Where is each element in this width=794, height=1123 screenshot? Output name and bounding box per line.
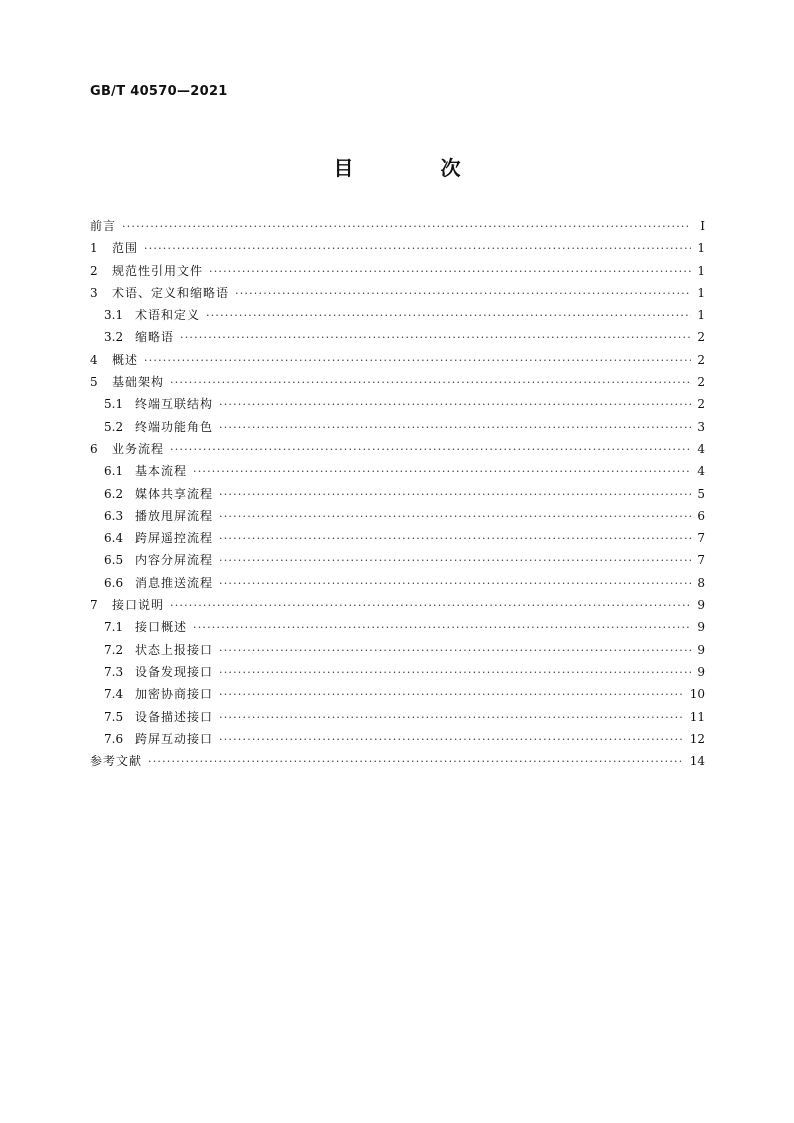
toc-entry-label: 规范性引用文件: [112, 263, 204, 278]
toc-entry-label: 媒体共享流程: [135, 486, 214, 501]
toc-entry-page: 14: [689, 754, 705, 769]
toc-entry[interactable]: [90, 684, 705, 705]
toc-entry-label: 基本流程: [135, 464, 188, 479]
toc-leader-dots: [193, 618, 691, 639]
toc-entry-page: 2: [697, 397, 705, 412]
toc-entry-page: Ⅰ: [700, 219, 705, 233]
toc-entry-page: 4: [697, 464, 705, 479]
toc-entry-number: 7.4: [104, 687, 124, 702]
toc-leader-dots: [144, 351, 691, 372]
toc-leader-dots: [219, 730, 684, 751]
toc-entry-page: 2: [697, 330, 705, 345]
toc-entry-page: 1: [697, 285, 705, 300]
toc-leader-dots: [170, 373, 691, 394]
toc-leader-dots: [206, 306, 691, 327]
toc-entry[interactable]: [90, 216, 705, 237]
toc-entry-number: 7.5: [104, 709, 124, 724]
toc-leader-dots: [193, 462, 691, 483]
toc-entry-page: 7: [697, 553, 705, 568]
toc-entry-number: 6.5: [104, 553, 124, 568]
toc-entry[interactable]: [90, 394, 705, 415]
toc-entry-number: 3.2: [104, 330, 124, 345]
toc-leader-dots: [219, 641, 691, 662]
toc-leader-dots: [219, 574, 691, 595]
toc-leader-dots: [122, 217, 691, 238]
toc-entry-label: 播放甩屏流程: [135, 508, 214, 523]
toc-entry-number: 6.1: [104, 464, 124, 479]
toc-entry-label: 消息推送流程: [135, 575, 214, 590]
toc-entry-page: 9: [697, 664, 705, 679]
toc-entry-number: 2: [90, 263, 98, 278]
toc-entry-page: 11: [689, 709, 705, 724]
toc-entry-page: 1: [697, 308, 705, 323]
toc-leader-dots: [209, 262, 691, 283]
toc-entry-number: 7.6: [104, 731, 124, 746]
toc-entry[interactable]: [90, 528, 705, 549]
toc-entry-page: 5: [697, 486, 705, 501]
toc-entry-label: 参考文献: [90, 754, 143, 769]
toc-entry-number: 6: [90, 441, 98, 456]
toc-leader-dots: [219, 685, 684, 706]
toc-entry-number: 5.1: [104, 397, 124, 412]
toc-leader-dots: [219, 418, 691, 439]
toc-entry-page: 6: [697, 508, 705, 523]
toc-entry-label: 基础架构: [112, 375, 165, 390]
toc-entry[interactable]: [90, 595, 705, 616]
toc-leader-dots: [235, 284, 691, 305]
toc-entry-label: 前言: [90, 219, 117, 233]
toc-entry-label: 终端互联结构: [135, 397, 214, 412]
page-title: 目 次: [333, 156, 501, 180]
toc-entry[interactable]: [90, 283, 705, 304]
toc-entry-number: 7.3: [104, 664, 124, 679]
toc-entry-page: 9: [697, 620, 705, 635]
toc-entry-page: 9: [697, 642, 705, 657]
toc-leader-dots: [219, 708, 684, 729]
table-of-contents: [90, 216, 705, 772]
toc-entry-number: 6.2: [104, 486, 124, 501]
toc-entry-number: 5.2: [104, 419, 124, 434]
toc-leader-dots: [219, 395, 691, 416]
toc-entry[interactable]: [90, 261, 705, 282]
toc-entry[interactable]: [90, 372, 705, 393]
toc-entry[interactable]: [90, 439, 705, 460]
toc-entry-label: 概述: [112, 352, 139, 367]
toc-leader-dots: [170, 596, 691, 617]
toc-entry-page: 7: [697, 531, 705, 546]
toc-entry-number: 5: [90, 375, 98, 390]
toc-entry[interactable]: [90, 484, 705, 505]
toc-entry-number: 4: [90, 352, 98, 367]
toc-entry-label: 术语和定义: [135, 308, 201, 323]
toc-leader-dots: [180, 328, 691, 349]
toc-entry[interactable]: [90, 350, 705, 371]
toc-entry-number: 6.4: [104, 531, 124, 546]
toc-entry-label: 范围: [112, 241, 139, 256]
toc-leader-dots: [144, 239, 691, 260]
toc-entry[interactable]: [90, 707, 705, 728]
toc-entry-page: 1: [697, 241, 705, 256]
toc-entry-label: 设备发现接口: [135, 664, 214, 679]
toc-entry-page: 9: [697, 598, 705, 613]
toc-entry[interactable]: [90, 506, 705, 527]
toc-entry-page: 1: [697, 263, 705, 278]
toc-entry[interactable]: [90, 662, 705, 683]
toc-entry-label: 业务流程: [112, 441, 165, 456]
toc-entry[interactable]: [90, 238, 705, 259]
toc-leader-dots: [219, 507, 691, 528]
toc-entry-label: 接口概述: [135, 620, 188, 635]
toc-entry-label: 终端功能角色: [135, 419, 214, 434]
toc-entry-page: 2: [697, 352, 705, 367]
toc-leader-dots: [219, 529, 691, 550]
toc-entry-page: 8: [697, 575, 705, 590]
toc-entry-page: 4: [697, 441, 705, 456]
toc-leader-dots: [148, 752, 684, 773]
toc-entry[interactable]: [90, 550, 705, 571]
toc-entry-number: 6.3: [104, 508, 124, 523]
toc-entry[interactable]: [90, 417, 705, 438]
toc-entry[interactable]: [90, 573, 705, 594]
toc-entry-label: 跨屏遥控流程: [135, 531, 214, 546]
toc-leader-dots: [219, 485, 691, 506]
toc-leader-dots: [219, 663, 691, 684]
toc-entry-number: 7.1: [104, 620, 124, 635]
toc-leader-dots: [170, 440, 691, 461]
toc-entry-label: 内容分屏流程: [135, 553, 214, 568]
toc-entry-page: 10: [689, 687, 705, 702]
toc-entry[interactable]: [90, 305, 705, 326]
toc-entry-number: 7: [90, 598, 98, 613]
toc-entry[interactable]: [90, 617, 705, 638]
toc-entry-number: 1: [90, 241, 98, 256]
toc-entry[interactable]: [90, 751, 705, 772]
toc-entry-label: 状态上报接口: [135, 642, 214, 657]
toc-entry-number: 3: [90, 285, 98, 300]
toc-entry-label: 设备描述接口: [135, 709, 214, 724]
toc-entry-page: 2: [697, 375, 705, 390]
toc-entry-label: 术语、定义和缩略语: [112, 285, 230, 300]
toc-entry-label: 缩略语: [135, 330, 175, 345]
toc-entry-label: 加密协商接口: [135, 687, 214, 702]
standard-code: GB/T 40570—2021: [90, 84, 228, 99]
toc-entry[interactable]: [90, 461, 705, 482]
toc-entry-number: 6.6: [104, 575, 124, 590]
toc-entry-label: 接口说明: [112, 598, 165, 613]
toc-entry[interactable]: [90, 640, 705, 661]
toc-entry-page: 12: [689, 731, 705, 746]
toc-entry-label: 跨屏互动接口: [135, 731, 214, 746]
toc-leader-dots: [219, 551, 691, 572]
toc-entry-number: 3.1: [104, 308, 124, 323]
toc-entry-page: 3: [697, 419, 705, 434]
toc-entry[interactable]: [90, 327, 705, 348]
toc-entry[interactable]: [90, 729, 705, 750]
toc-entry-number: 7.2: [104, 642, 124, 657]
